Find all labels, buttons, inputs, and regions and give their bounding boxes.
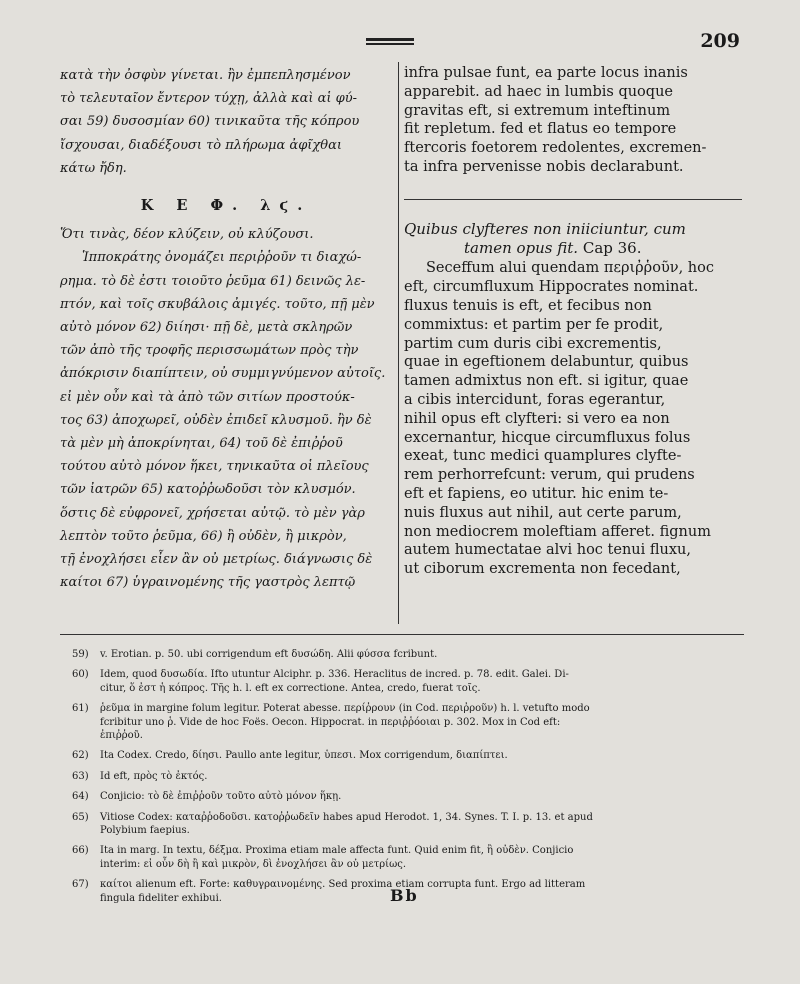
footnote-number: 66)	[72, 845, 89, 857]
greek-text-line: πτόν, καὶ τοῖς σκυβάλοις ἀμιγές. τοῦτο, πῇ μὲν	[60, 296, 375, 312]
latin-text-line: fluxus tenuis is eft, et fecibus non	[404, 297, 652, 314]
greek-text-line: ἴσχουσαι, διαδέξουσι τὸ πλήρωμα ἀφῖχθαι	[60, 137, 342, 153]
latin-text-line: gravitas eft, si extremum inteftinum	[404, 102, 671, 119]
greek-text-line: κάτω ἤδη.	[60, 160, 127, 176]
footnote-number: 64)	[72, 791, 89, 803]
latin-text-line: rem perhorrefcunt: verum, qui prudens	[404, 467, 695, 484]
latin-column	[404, 64, 744, 579]
section-rule	[404, 199, 742, 200]
greek-text-line: τὰ μὲν μὴ ἀποκρίνηται, 64) τοῦ δὲ ἐπιῤῥοῦ	[60, 436, 343, 452]
latin-text-line: quae in egeftionem delabuntur, quibus	[404, 354, 689, 371]
footnote-line: Conjicio: τὸ δὲ ἐπιῤῥοῦν τοῦτο αὐτὸ μόνον ἥκῃ.	[100, 791, 342, 803]
greek-text-body	[60, 246, 392, 594]
column-divider	[398, 62, 399, 624]
latin-text-line: apparebit. ad haec in lumbis quoque	[404, 83, 673, 100]
footnote-line: Ita Codex. Credo, δίησι. Paullo ante legitur, ὑπεσι. Mox corrigendum, διαπίπτει.	[100, 750, 508, 762]
latin-text-line: non mediocrem moleftiam afferet. fignum	[404, 523, 711, 540]
footnote-number: 61)	[72, 703, 89, 715]
footnote-line: fcribitur uno ῥ. Vide de hoc Foës. Oecon. Hippocrat. in περιῤῥόοιαι p. 302. Mox in Cod eft:	[100, 716, 561, 728]
footnote	[60, 702, 750, 742]
latin-text-line: nuis fluxus aut nihil, aut certe parum,	[404, 504, 682, 521]
latin-text-body	[404, 259, 744, 579]
latin-text-line: partim cum duris cibi excrementis,	[404, 335, 662, 352]
greek-text-line: Ἱπποκράτης ὀνομάζει περιῤῥοῦν τι διαχώ-	[82, 250, 362, 266]
greek-column	[60, 64, 392, 594]
footnote	[60, 811, 750, 838]
footnote-line: Polybium faepius.	[100, 825, 190, 837]
latin-text-line: eft et fapiens, eo utitur. hic enim te-	[404, 485, 669, 502]
latin-text-line: a cibis intercidunt, foras egerantur,	[404, 391, 666, 408]
footnote-line: Vitiose Codex: καταῤῥοδοῦσι. κατοῤῥωδεῖν habes apud Herodot. 1, 34. Synes. T. I. p. 13. et apud	[100, 811, 593, 823]
greek-text-line: τος 63) ἀποχωρεῖ, οὐδὲν ἐπιδεῖ κλυσμοῦ. ἢν δὲ	[60, 412, 372, 428]
footnote-number: 59)	[72, 649, 89, 660]
footnote-line: v. Erotian. p. 50. ubi corrigendum eft δυσώδη. Alii φύσσα fcribunt.	[100, 649, 438, 660]
latin-text-line: ut ciborum excrementa non fecedant,	[404, 561, 681, 578]
greek-text-line: τῇ ἐνοχλήσει εἶεν ἂν οὐ μετρίως. διάγνωσις δὲ	[60, 552, 373, 568]
footnote-line: Idem, quod δυσωδία. Ifto utuntur Alciphr. p. 336. Heraclitus de incred. p. 78. edit. Galei. Di-	[100, 669, 569, 681]
latin-text-line: commixtus: et partim per fe prodit,	[404, 316, 664, 333]
footnote-number: 60)	[72, 669, 89, 681]
header-ornament-rule	[366, 38, 414, 45]
footnote-text	[100, 668, 750, 695]
greek-text-line: καίτοι 67) ὑγραινομένης τῆς γαστρὸς λεπτῷ	[60, 575, 356, 591]
footnote-line: ῥεῦμα in margine folum legitur. Poterat abesse. περίῤρουν (in Cod. περιῤροῦν) h. l. vetufto modo	[100, 703, 590, 715]
greek-text-line: ὅστις δὲ εὐφρονεῖ, χρήσεται αὐτῷ. τὸ μὲν γὰρ	[60, 505, 365, 521]
footnote-line: Id eft, πρὸς τὸ ἐκτός.	[100, 770, 208, 782]
latin-text-line: fit repletum. fed et flatus eo tempore	[404, 121, 677, 138]
footnote-line: ἐπιῤῥοῦ.	[100, 730, 143, 742]
latin-chapter-title-line1: Quibus clyfteres non iniiciuntur, cum	[404, 219, 686, 238]
latin-text-top	[404, 64, 744, 177]
footnote-line: citur, ὅ ἐστ ἡ κόπρος. Τῆς h. l. eft ex correctione. Antea, credo, fuerat τοῖς.	[100, 682, 481, 694]
latin-chapter-number: Cap 36.	[582, 238, 642, 257]
greek-text-line: αὐτὸ μόνον 62) διίησι· πῇ δὲ, μετὰ σκληρῶν	[60, 320, 353, 336]
footnote	[60, 749, 750, 762]
footnote-number: 67)	[72, 879, 89, 891]
footnote-number: 63)	[72, 770, 89, 782]
latin-text-line: infra pulsae funt, ea parte locus inanis	[404, 65, 688, 81]
greek-text-line: ρημα. τὸ δὲ ἐστι τοιοῦτο ῥεῦμα 61) δεινῶς λε-	[60, 273, 366, 289]
latin-text-line: tamen admixtus non eft. si igitur, quae	[404, 373, 689, 390]
footnote-line: καίτοι alienum eft. Forte: καθυγραινομένης. Sed proxima etiam corrupta funt. Ergo ad litteram	[100, 879, 586, 891]
greek-text-line: εἰ μὲν οὖν καὶ τὰ ἀπὸ τῶν σιτίων προστούκ-	[60, 389, 355, 405]
latin-text-line: eft, circumfluxum Hippocrates nominat.	[404, 279, 699, 296]
latin-text-line: Seceffum alui quendam περιῤῥοῦν, hoc	[426, 260, 714, 277]
greek-text-top	[60, 64, 392, 180]
footnote-text	[100, 790, 750, 803]
footnote-line: fingula fideliter exhibui.	[100, 892, 222, 904]
footnote-text	[100, 811, 750, 838]
greek-text-line: τούτου αὐτὸ μόνον ἥκει, τηνικαῦτα οἱ πλεῖους	[60, 459, 369, 475]
footnote-rule	[60, 634, 744, 635]
greek-text-line: σαι 59) δυσοσμίαν 60) τινικαῦτα τῆς κόπρου	[60, 114, 360, 130]
footnote-text	[100, 878, 750, 905]
footnote	[60, 790, 750, 803]
footnote-text	[100, 844, 750, 871]
latin-chapter-title-line2	[404, 239, 744, 258]
footnote-text	[100, 702, 750, 742]
footnote-line: interim: εἰ οὖν δὴ ἢ καὶ μικρὸν, δὶ ἐνοχλήσει ἂν οὐ μετρίως.	[100, 858, 407, 870]
latin-text-line: ftercoris foetorem redolentes, excremen-	[404, 140, 707, 157]
greek-text-line: τῶν ἀπὸ τῆς τροφῆς περισσωμάτων πρὸς τὴν	[60, 343, 359, 359]
chapter-heading: Κ Ε Φ. λϛ.	[140, 197, 312, 215]
footnote	[60, 648, 750, 661]
footnote-text	[100, 770, 750, 783]
chapter-subheading: Ὅτι τινὰς, δέον κλύζειν, οὐ κλύζουσι.	[60, 227, 314, 243]
latin-chapter-title-text: tamen opus fit.	[464, 238, 579, 257]
signature-mark: Bb	[390, 886, 419, 905]
footnote	[60, 844, 750, 871]
footnotes	[60, 648, 750, 912]
greek-text-line: ἀπόκρισιν διαπίπτειν, οὐ συμμιγνύμενον αὐτοῖς.	[60, 366, 386, 382]
latin-text-line: nihil opus eft clyfteri: si vero ea non	[404, 410, 670, 427]
greek-text-line: λεπτὸν τοῦτο ῥεῦμα, 66) ἢ οὐδὲν, ἢ μικρὸν,	[60, 528, 347, 544]
footnote-number: 62)	[72, 750, 89, 762]
footnote	[60, 668, 750, 695]
footnote-text	[100, 648, 750, 661]
footnote-text	[100, 749, 750, 762]
greek-text-line: κατὰ τὴν ὀσφὺν γίνεται. ἢν ἐμπεπλησμένον	[60, 68, 351, 83]
latin-text-line: excernantur, hicque circumfluxus folus	[404, 429, 691, 446]
latin-text-line: autem humectatae alvi hoc tenui fluxu,	[404, 542, 691, 559]
greek-text-line: τῶν ἰατρῶν 65) κατοῤῥωδοῦσι τὸν κλυσμόν.	[60, 482, 356, 498]
footnote-line: Ita in marg. In textu, δέξμα. Proxima etiam male affecta funt. Quid enim fit, ἢ οὐδὲν. Conjicio	[100, 845, 574, 857]
latin-text-line: exeat, tunc medici quamplures clyfte-	[404, 448, 682, 465]
footnote	[60, 770, 750, 783]
footnote-number: 65)	[72, 811, 89, 823]
page-number: 209	[700, 30, 740, 52]
latin-text-line: ta infra pervenisse nobis declarabunt.	[404, 158, 684, 175]
greek-text-line: τὸ τελευταῖον ἔντερον τύχῃ, ἀλλὰ καὶ αἱ φύ-	[60, 91, 358, 107]
